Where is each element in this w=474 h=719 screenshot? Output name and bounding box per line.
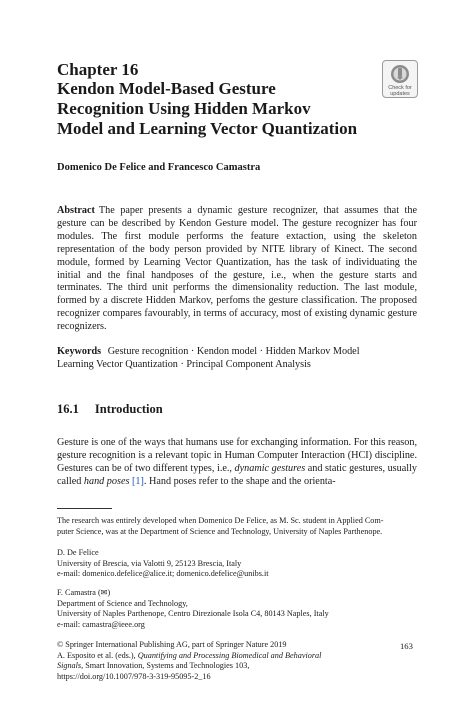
chapter-title-line: Recognition Using Hidden Markov [57,99,311,118]
footnote-divider [57,508,112,509]
intro-emphasis: hand poses [83,476,130,487]
affiliation-line: D. De Felice [57,548,99,557]
keyword-separator: · [180,359,184,370]
section-heading [57,402,163,417]
intro-text: . Hand poses refer to the shape and the orienta- [143,476,336,487]
affiliation-camastra [57,588,417,630]
badge-line-1: Check for [388,85,412,91]
abstract-label: Abstract [57,205,95,216]
footnote-line: The research was entirely developed when Domenico De Felice, as M. Sc. student in Applied Com- [57,516,384,525]
intro-text: Gesture is one of the ways that humans use for exchanging information. For this reason, gesture recognition is a relevant topic in Human Computer Interaction (HCI) discipline. Gestures can be of two different types, i.e., [57,437,417,474]
keyword-separator: · [190,346,195,357]
section-number: 16.1 [57,402,79,416]
author-list: Domenico De Felice and Francesco Camastra [57,162,261,173]
keywords [57,345,417,371]
affiliation-line: University of Brescia, via Valotti 9, 25123 Brescia, Italy [57,558,242,568]
copyright-line [57,651,417,662]
affiliation-line: University of Naples Parthenope, Centro Direzionale Isola C4, 80143 Naples, Italy [57,609,329,618]
copyright-line: © Springer International Publishing AG, part of Springer Nature 2019 [57,640,287,649]
keyword: Gesture recognition [107,346,189,357]
affiliation-line: e-mail: domenico.defelice@alice.it; domenico.defelice@unibs.it [57,569,269,578]
abstract-text: The paper presents a dynamic gesture recognizer, that assumes that the gesture can be described by Kendon Gesture model. The gesture recognizer has four modules. The first module performs the feature extaction, using the skeleton representation of the body person provided by NITE library of Kinect. The second module, formed by Learning Vector Quantization, has the task of individuating the initial and the final handposes of the gesture, i.e., when the gesture starts and terminates. The third unit performs the dimensionality reduction. The last module, formed by a discrete Hidden Markov, perfoms the gesture classification. The proposed recognizer compares favourably, in terms of accuracy, most of existing dynamic gesture recognizers. [57,205,417,333]
affiliation-de-felice [57,548,417,580]
copyright-block [57,640,417,682]
footnote [57,516,417,537]
check-for-updates-icon [390,64,410,84]
affiliation-line: F. Camastra (✉) [57,588,111,597]
chapter-title-line: Model and Learning Vector Quantization [57,119,358,138]
keyword-separator: · [259,346,264,357]
keyword: Kendon model [196,346,258,357]
affiliation-line: e-mail: camastra@ieee.org [57,619,145,629]
badge-line-2: updates [390,91,410,97]
abstract [57,205,417,334]
series-info: , Smart Innovation, Systems and Technologies 103, [81,661,250,670]
copyright-line [57,661,417,672]
book-title: Quantifying and Processing Biomedical and Behavioral [137,650,322,660]
chapter-label: Chapter 16 [57,60,139,79]
book-title-cont: Signals [57,661,82,670]
introduction-paragraph [57,436,417,488]
section-title: Introduction [94,402,163,416]
affiliation-line: Department of Science and Technology, [57,598,188,608]
doi-link[interactable]: https://doi.org/10.1007/978-3-319-95095-2_16 [57,671,211,681]
intro-text: and static gestures, usually called [57,463,417,487]
citation-editors: A. Esposito et al. (eds.), [57,650,136,660]
keyword: Hidden Markov Model [265,346,360,357]
chapter-title-line: Kendon Model-Based Gesture [57,79,276,98]
footnote-line: puter Science, was at the Department of Science and Technology, University of Naples Parthenope. [57,526,383,536]
chapter-header [57,60,377,139]
intro-emphasis: dynamic gestures [234,463,306,474]
keyword: Learning Vector Quantization [57,359,178,370]
check-for-updates-badge[interactable] [382,60,418,98]
keywords-label: Keywords [57,346,102,357]
keyword: Principal Component Analysis [186,359,311,370]
chapter-title [57,79,377,139]
citation-link[interactable]: [1] [131,476,144,487]
page-number: 163 [400,641,413,651]
